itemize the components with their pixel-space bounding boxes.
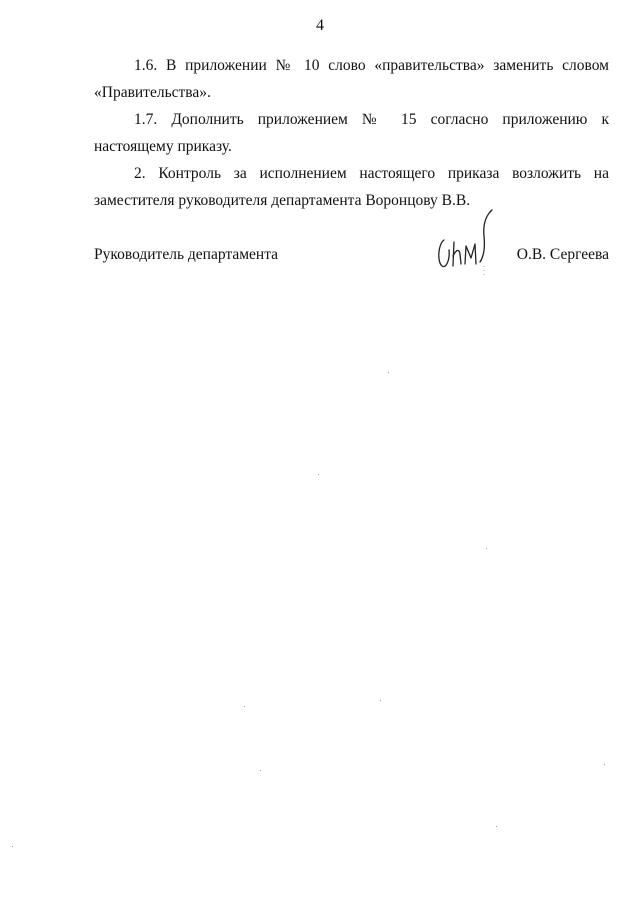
scan-speck xyxy=(604,764,605,765)
handwritten-signature xyxy=(432,206,502,276)
scan-speck xyxy=(380,700,381,701)
order-text xyxy=(94,52,609,214)
scan-speck xyxy=(486,548,487,549)
scan-speck xyxy=(318,474,319,475)
paragraph-1-6: 1.6. В приложении № 10 слово «правительства» заменить словом «Правительства». xyxy=(94,57,609,101)
scan-speck xyxy=(260,770,261,771)
scan-speck xyxy=(244,706,245,707)
scan-speck xyxy=(12,846,13,847)
paragraph-1-7: 1.7. Дополнить приложением № 15 согласно приложению к настоящему приказу. xyxy=(94,111,609,155)
signature-block xyxy=(94,240,609,280)
scan-speck xyxy=(496,826,497,827)
page-number: 4 xyxy=(316,17,324,34)
signatory-position: Руководитель департамента xyxy=(94,246,279,263)
signatory-name: О.В. Сергеева xyxy=(516,246,609,263)
paragraph-2: 2. Контроль за исполнением настоящего приказа возложить на заместителя руководителя департамента Воронцову В.В. xyxy=(94,165,609,209)
scan-speck xyxy=(388,372,389,373)
